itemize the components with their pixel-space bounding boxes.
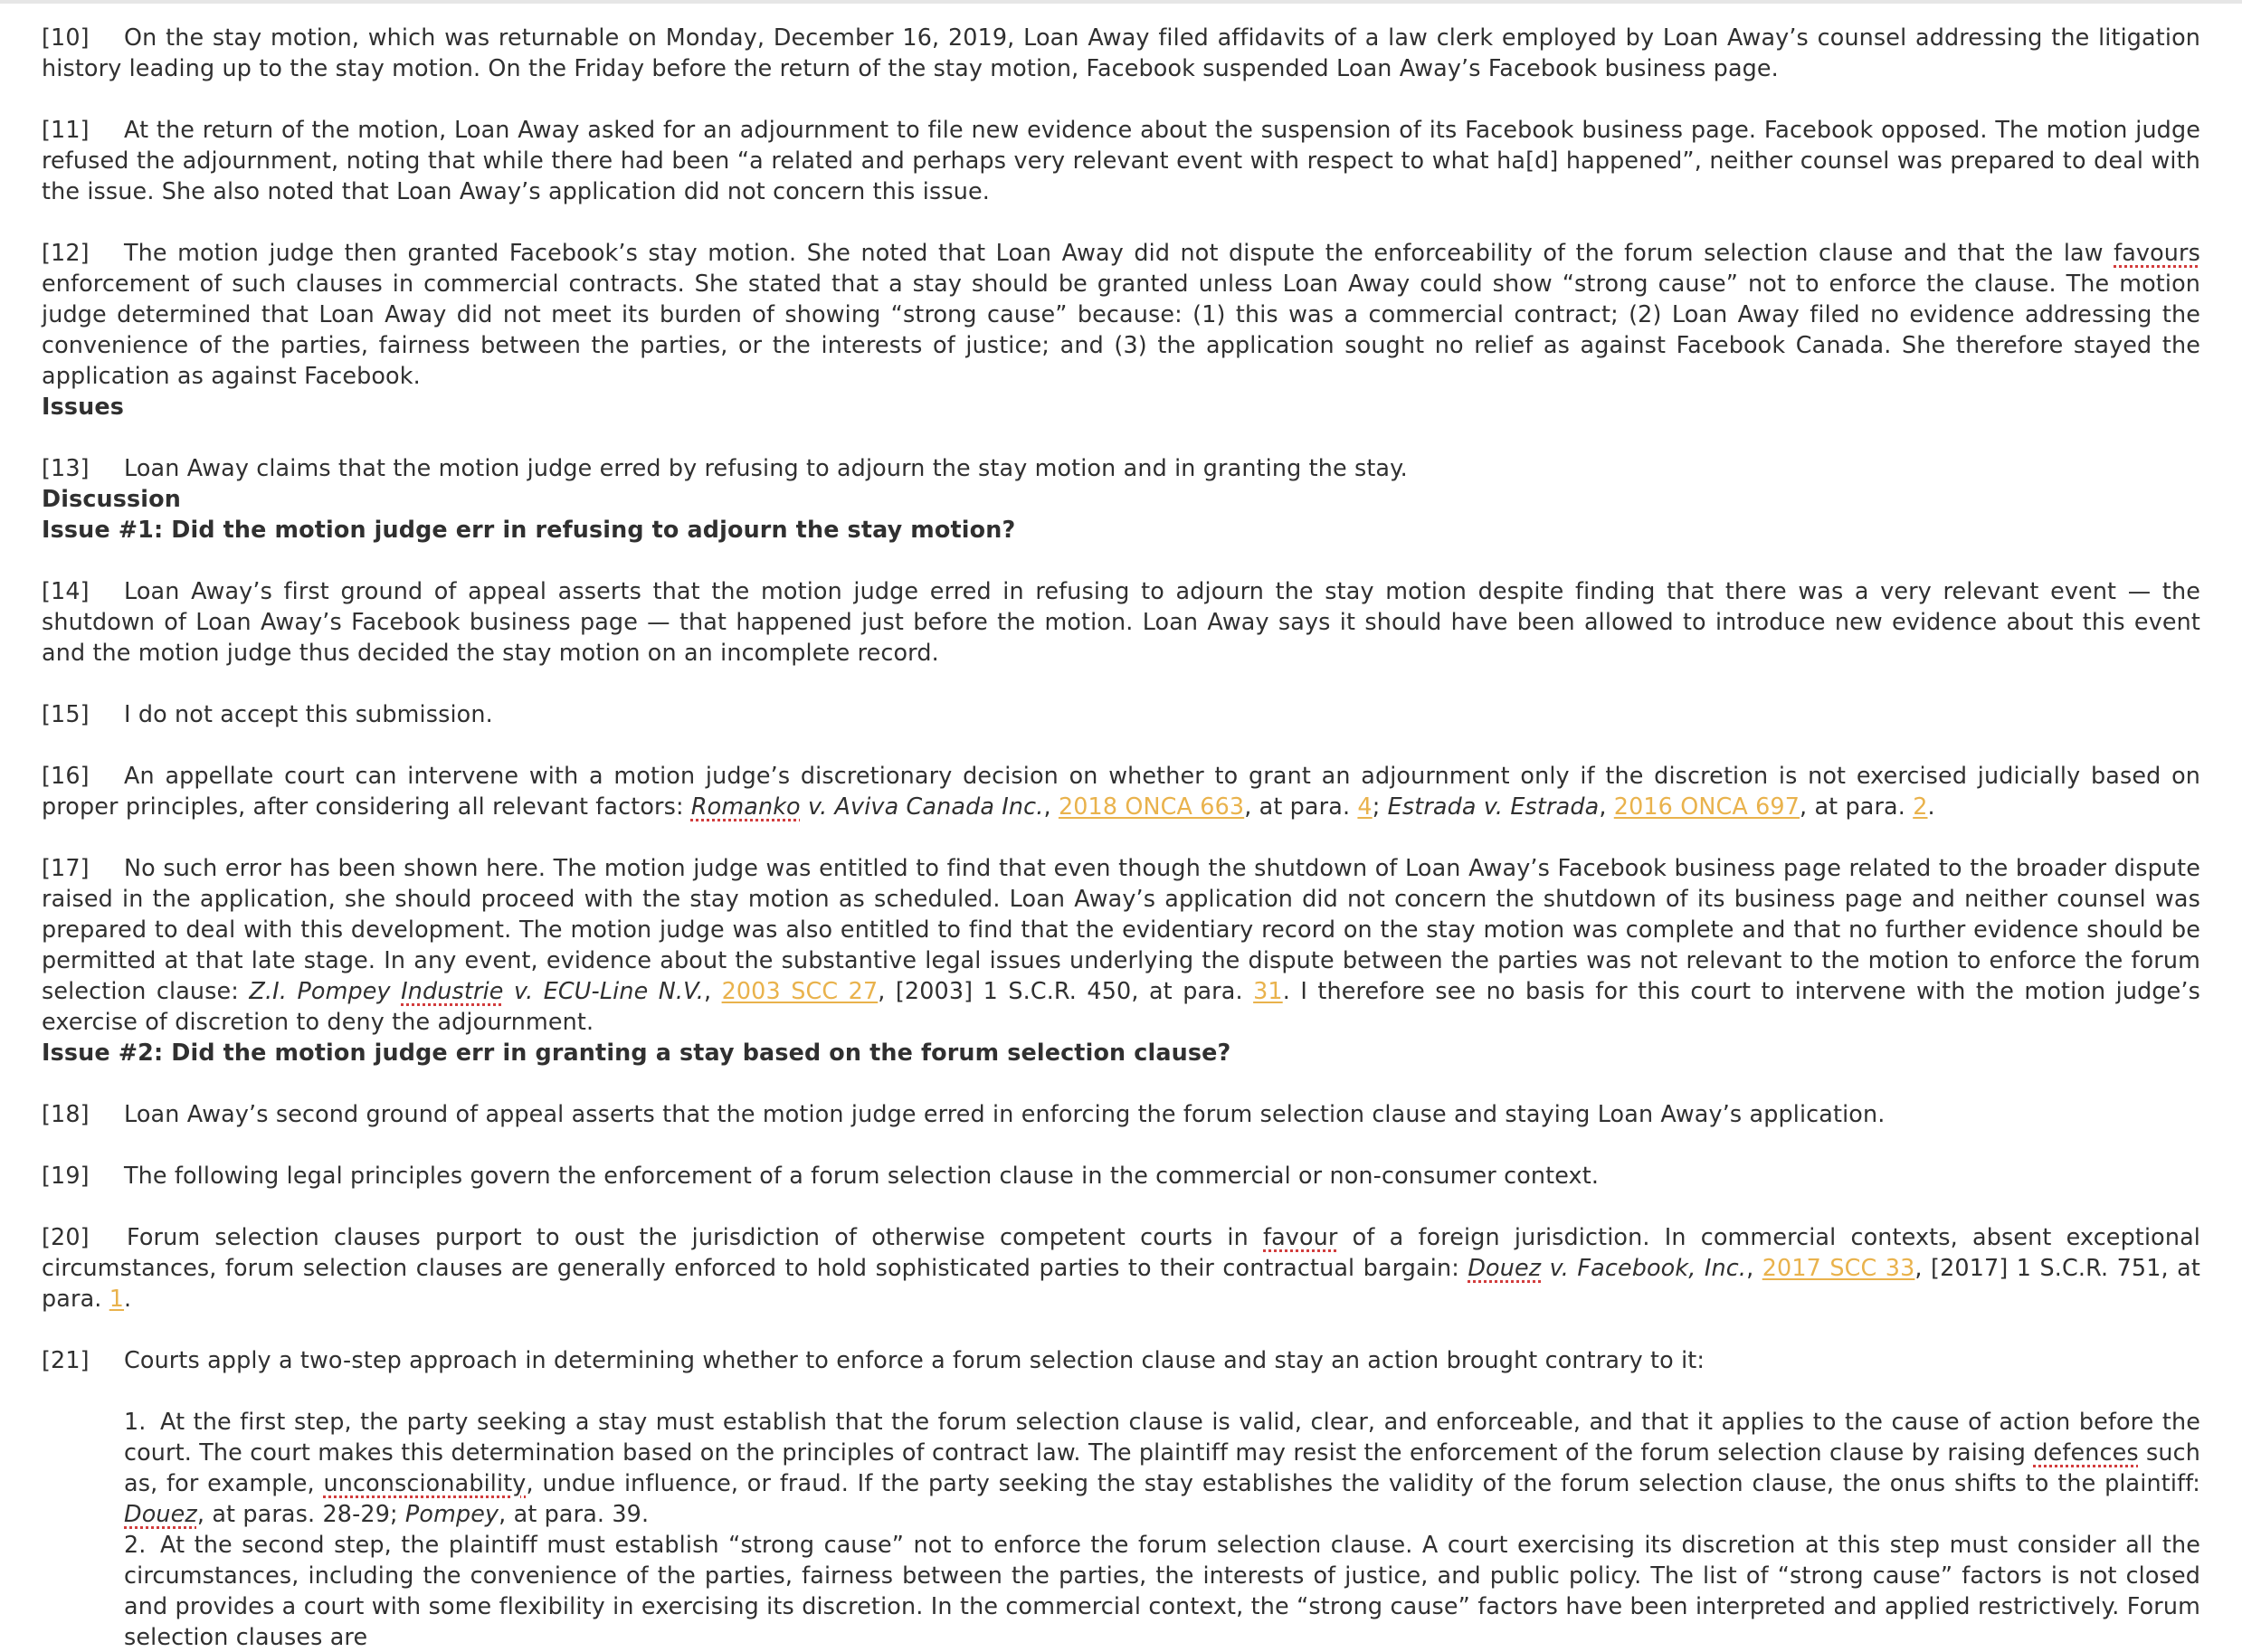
case-name: v. Facebook, Inc. [1541,1254,1747,1281]
paragraph-number: [13] [42,454,90,481]
citation-link[interactable]: 2018 ONCA 663 [1058,793,1245,820]
paragraph-number: [19] [42,1162,90,1189]
citation-link[interactable]: 2003 SCC 27 [721,977,879,1004]
heading-issue-1: Issue #1: Did the motion judge err in refusing to adjourn the stay motion? [42,516,1016,543]
paragraph-text: On the stay motion, which was returnable on Monday, December 16, 2019, Loan Away filed affidavits of a law clerk employed by Loan Away’s counsel addressing the litigation history leading up to the stay motion. On the Friday before the return of the stay motion, Facebook suspended Loan Away’s Facebook business page. [42,24,2200,81]
paragraph-text: . I therefore see no basis for this court to intervene with the motion judge’s exercise of discretion to deny the adjournment. [42,977,2200,1035]
case-citation: Pompey [404,1500,499,1527]
paragraph-text: I do not accept this submission. [124,700,493,727]
paragraph-number: [10] [42,24,90,51]
paragraph-number: [15] [42,700,90,727]
paragraph-number: [18] [42,1100,90,1127]
punctuation: , [703,977,722,1004]
list-number: 1. [124,1408,147,1435]
list-text: , at para. 39. [499,1500,650,1527]
spellcheck-word[interactable]: unconscionability [323,1469,527,1496]
two-step-list [124,1406,2200,1652]
paragraph-20 [42,1221,2200,1314]
punctuation: , [1746,1254,1762,1281]
list-text: At the first step, the party seeking a stay must establish that the forum selection clause is valid, clear, and enforceable, and that it applies to the cause of action before the court. The court makes this determination based on the principles of contract law. The plaintiff may resist the enforcement of the forum selection clause by raising [124,1408,2200,1466]
paragraph-number: [17] [42,854,90,881]
case-citation [249,977,704,1004]
list-text: such as, for example, [124,1438,2200,1496]
citation-link[interactable]: 2016 ONCA 697 [1613,793,1800,820]
top-border [0,0,2242,4]
punctuation: , [1599,793,1614,820]
paragraph-16 [42,760,2200,821]
paragraph-number: [11] [42,116,90,143]
paragraph-text: The following legal principles govern the enforcement of a forum selection clause in the commercial or non-consumer context. [124,1162,1600,1189]
heading-issue-2: Issue #2: Did the motion judge err in granting a stay based on the forum selection clause? [42,1039,1231,1066]
paragraph-text: , at para. [1800,793,1914,820]
punctuation: . [1927,793,1935,820]
paragraph-11 [42,114,2200,206]
spellcheck-word[interactable]: favours [2114,239,2200,266]
punctuation: . [124,1285,132,1312]
paragraph-text: Forum selection clauses purport to oust the jurisdiction of otherwise competent courts in [127,1223,1263,1250]
case-citation [691,793,1044,820]
heading-issues: Issues [42,393,124,420]
case-name: v. Aviva Canada Inc. [800,793,1044,820]
list-number: 2. [124,1531,147,1558]
list-item-step-1 [124,1406,2200,1529]
paragraph-17 [42,852,2200,1037]
paragraph-19 [42,1160,2200,1191]
paragraph-text: At the return of the motion, Loan Away asked for an adjournment to file new evidence about the suspension of its Facebook business page. Facebook opposed. The motion judge refused the adjournment, noting that while there had been “a related and perhaps very relevant event with respect to what ha[d] happened”, neither counsel was prepared to deal with the issue. She also noted that Loan Away’s application did not concern this issue. [42,116,2200,204]
paragraph-text: Loan Away’s first ground of appeal asserts that the motion judge erred in refusing to adjourn the stay motion despite finding that there was a very relevant event — the shutdown of Loan Away’s Facebook business page — that happened just before the motion. Loan Away says it should have been allowed to introduce new evidence about this event and the motion judge thus decided the stay motion on an incomplete record. [42,577,2200,666]
spellcheck-word[interactable]: defences [2033,1438,2139,1466]
case-name: Z.I. Pompey [249,977,402,1004]
spellcheck-word[interactable]: Industrie [401,977,504,1004]
paragraph-text: , [2003] 1 S.C.R. 450, at para. [878,977,1254,1004]
citation-link[interactable]: 2017 SCC 33 [1762,1254,1915,1281]
paragraph-10 [42,22,2200,83]
paragraph-text: Loan Away claims that the motion judge erred by refusing to adjourn the stay motion and in granting the stay. [124,454,1408,481]
paragraph-14 [42,575,2200,668]
punctuation: , [1043,793,1059,820]
paragraph-link[interactable]: 1 [109,1285,125,1312]
paragraph-text: , [2017] 1 S.C.R. 751, at para. [42,1254,2200,1312]
paragraph-text: Loan Away’s second ground of appeal asserts that the motion judge erred in enforcing the forum selection clause and staying Loan Away’s application. [124,1100,1886,1127]
paragraph-text: enforcement of such clauses in commercial contracts. She stated that a stay should be granted unless Loan Away could show “strong cause” not to enforce the clause. The motion judge determined that Loan Away did not meet its burden of showing “strong cause” because: (1) this was a commercial contract; (2) Loan Away filed no evidence addressing the convenience of the parties, fairness between the parties, or the interests of justice; and (3) the application sought no relief as against Facebook Canada. She therefore stayed the application as against Facebook. [42,270,2200,389]
case-citation: Estrada v. Estrada [1387,793,1600,820]
paragraph-21 [42,1344,2200,1375]
paragraph-18 [42,1098,2200,1129]
list-text: , at paras. 28-29; [196,1500,405,1527]
punctuation: ; [1372,793,1388,820]
paragraph-12 [42,237,2200,391]
paragraph-number: [16] [42,762,90,789]
paragraph-link[interactable]: 2 [1913,793,1928,820]
paragraph-number: [14] [42,577,90,604]
list-item-step-2 [124,1529,2200,1652]
paragraph-text: , at para. [1244,793,1358,820]
list-text: , undue influence, or fraud. If the party seeking the stay establishes the validity of the forum selection clause, the onus shifts to the plaintiff: [526,1469,2201,1496]
heading-discussion: Discussion [42,485,181,512]
spellcheck-word[interactable]: favour [1263,1223,1338,1250]
paragraph-15 [42,698,2200,729]
case-name: v. ECU-Line N.V. [503,977,704,1004]
paragraph-13 [42,452,2200,483]
case-citation [1468,1254,1746,1281]
list-text: At the second step, the plaintiff must establish “strong cause” not to enforce the forum selection clause. A court exercising its discretion at this step must consider all the circumstances, including the convenience of the parties, fairness between the parties, the interests of justice, and public policy. The list of “strong cause” factors is not closed and provides a court with some flexibility in exercising its discretion. In the commercial context, the “strong cause” factors have been interpreted and applied restrictively. Forum selection clauses are [124,1531,2200,1650]
paragraph-text: Courts apply a two-step approach in determining whether to enforce a forum selection clause and stay an action brought contrary to it: [124,1346,1705,1373]
spellcheck-word[interactable]: Douez [124,1500,197,1527]
spellcheck-word[interactable]: Douez [1468,1254,1542,1281]
paragraph-text: An appellate court can intervene with a motion judge’s discretionary decision on whether to grant an adjournment only if the discretion is not exercised judicially based on proper principles, after considering all relevant factors: [42,762,2200,820]
paragraph-text: of a foreign jurisdiction. In commercial contexts, absent exceptional circumstances, forum selection clauses are generally enforced to hold sophisticated parties to their contractual bargain: [42,1223,2200,1281]
paragraph-text: The motion judge then granted Facebook’s stay motion. She noted that Loan Away did not dispute the enforceability of the forum selection clause and that the law [124,239,2114,266]
paragraph-number: [21] [42,1346,90,1373]
paragraph-number: [12] [42,239,90,266]
spellcheck-word[interactable]: Romanko [690,793,801,820]
document-body[interactable] [42,22,2200,1652]
paragraph-link[interactable]: 31 [1253,977,1283,1004]
paragraph-text: No such error has been shown here. The motion judge was entitled to find that even though the shutdown of Loan Away’s Facebook business page related to the broader dispute raised in the application, she should proceed with the stay motion as scheduled. Loan Away’s application did not concern the shutdown of its business page and neither counsel was prepared to deal with this development. The motion judge was also entitled to find that the evidentiary record on the stay motion was complete and that no further evidence should be permitted at that late stage. In any event, evidence about the substantive legal issues underlying the dispute between the parties was not relevant to the motion to enforce the forum selection clause: [42,854,2200,1004]
paragraph-link[interactable]: 4 [1357,793,1373,820]
paragraph-number: [20] [42,1223,90,1250]
